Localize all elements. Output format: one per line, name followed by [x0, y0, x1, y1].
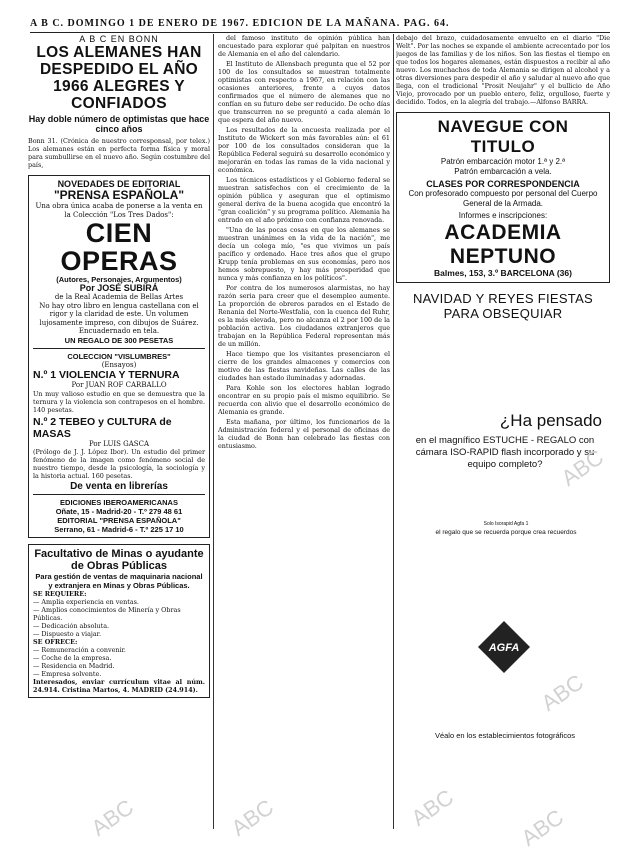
requirements-label: SE REQUIERE: — [33, 590, 87, 598]
body-paragraph: Hace tiempo que los visitantes presenciaron el cierre de los grandes almacenes y comercios con motivo de las fiestas navideñas. Las calles de las ciudades han estado iluminadas y adornadas. — [218, 350, 390, 382]
coleccion-sub: (Ensayos) — [101, 360, 137, 369]
navidad-tagline: el regalo que se recuerda porque crea recuerdos — [435, 528, 577, 536]
book2-desc: (Prólogo de J. J. López Ibor). Un estudio del primer fenómeno de la imagen como fenómeno social de nuestro tiempo, desde la psicología, la sociología y la historia actual. 160 pesetas. — [33, 448, 205, 480]
left-column — [28, 34, 210, 698]
offer-3: — Residencia en Madrid. — [33, 662, 115, 670]
novedades-price: UN REGALO DE 300 PESETAS — [64, 335, 174, 345]
requirement-3: — Dedicación absoluta. — [33, 622, 110, 630]
navegue-line-2: Patrón embarcación a vela. — [454, 167, 552, 176]
book1-desc: Un muy valioso estudio en que se demuestra que la ternura y la violencia son contrapesos en el hombre. 140 pesetas. — [33, 389, 205, 414]
article-continuation: debajo del brazo, cuidadosamente envuelto en el diario "Die Welt". Por las noches se expande el ambiente acrecentado por los juegos de las familias y de los niños. Son las fiestas el tiempo en que todos los hogares alemanes, están dispuestos a recibir al año nuevo. Los muchachos de toda Alemania se dirigen al alcohol y a otras diversiones para despedir el año y saludar al nuevo año que llega, con el tradicional "Prosit Neujahr" y el bullicio de Año Viejo, provocado por un pueblo entero, feliz, orgulloso, fuerte y decidido. Todos, en la alegría del trabajo.—Alfonso BARRA. — [396, 34, 610, 106]
facultativo-title: Facultativo de Minas o ayudante de Obras Públicas — [34, 548, 204, 572]
column-divider-1 — [213, 34, 214, 829]
watermark: ABC — [86, 794, 139, 841]
right-column — [396, 34, 610, 834]
navidad-question: ¿Ha pensado — [499, 410, 602, 430]
novedades-ad — [28, 175, 210, 538]
navegue-clases: CLASES POR CORRESPONDENCIA — [426, 179, 580, 189]
article-headline: LOS ALEMANES HAN DESPEDIDO EL AÑO 1966 ALEGRES Y CONFIADOS — [36, 44, 202, 112]
watermark: ABC — [516, 804, 569, 851]
novedades-title-1: NOVEDADES DE EDITORIAL — [57, 179, 181, 189]
article-kicker: A B C EN BONN — [79, 34, 159, 44]
requirement-4: — Dispuesto a viajar. — [33, 630, 102, 638]
novedades-academy: de la Real Academia de Bellas Artes — [54, 293, 184, 301]
watermark: ABC — [406, 784, 459, 831]
navegue-profesorado: Con profesorado compuesto por personal del Cuerpo General de la Armada. — [408, 189, 598, 208]
navidad-title: NAVIDAD Y REYES FIESTAS PARA OBSEQUIAR — [412, 290, 594, 321]
watermark: ABC — [556, 444, 609, 491]
academia-address: Balmes, 153, 3.º BARCELONA (36) — [434, 267, 572, 278]
offer-4: — Empresa solvente. — [33, 670, 102, 678]
body-paragraph: El Instituto de Allensbach pregunta que el 52 por 100 de los consultados se muestran totalmente optimistas con respecto a 1967, en relación con las ocasiones anteriores, frente a cuyos datos confirmados que el número de alemanes que no confían en su futuro debe ser reducido. De ocho días que transcurren no se preguntó a cada alemán lo que espera del año nuevo. — [218, 60, 390, 124]
distributor-1: EDICIONES IBEROAMERICANAS — [60, 498, 178, 507]
navidad-body: en el magnífico ESTUCHE - REGALO con cámara ISO-RAPID flash incorporado y su equipo completo? — [415, 434, 595, 470]
coleccion-title: COLECCION "VISLUMBRES" — [67, 351, 171, 361]
agfa-logo — [476, 619, 532, 675]
article-subhead: Hay doble número de optimistas que hace cinco años — [28, 114, 210, 134]
agfa-logo-text: AGFA — [488, 641, 520, 654]
book1-author: Por JUAN ROF CARBALLO — [71, 381, 167, 389]
book2-title: N.º 2 TEBEO y CULTURA de MASAS — [33, 415, 172, 440]
book2-author: Por LUIS GASCA — [88, 439, 150, 448]
body-paragraph: Para Kohle son los electores hablan logrado encontrar en su propio país el mismo equilibrio. Se recuerda con alivio que el desarrollo económico de Alemania es grande. — [218, 384, 390, 416]
novedades-desc: No hay otro libro en lengua castellana con el rigor y la claridad de este. Un volumen lujosamente impreso, con dibujos de Suárez. Encuadernado en tela. — [39, 301, 199, 335]
novedades-intro: Una obra única acaba de ponerse a la venta en la Colección "Los Tres Dados": — [35, 202, 203, 219]
article-lead: Bonn 31. (Crónica de nuestro corresponsal, por telex.) Los alemanes están en perfecta forma física y moral para sumbullirse en el nuevo año. Según costumbre del país, — [28, 137, 210, 169]
navegue-ad — [396, 112, 610, 283]
body-paragraph: Los resultados de la encuesta realizada por el Instituto de Wickert son más favorables aún: el 61 por 100 de los consultados consideran que la República Federal seguirá su desarrollo económico y mejorarán en todas las ramas de la vida nacional y económica. — [218, 126, 390, 174]
navidad-footer: Véalo en los establecimientos fotográficos — [434, 730, 576, 740]
body-paragraph: Esta mañana, por último, los funcionarios de la Administración federal y el personal de oficinas de la ciudad de Bonn han celebrado las fiestas con entusiasmo. — [218, 418, 390, 450]
watermark: ABC — [226, 794, 279, 841]
facultativo-desc: Para gestión de ventas de maquinaria nacional y extranjera en Minas y Obras Públicas. — [35, 572, 203, 590]
body-paragraph: Por contra de los numerosos alarmistas, no hay razón seria para creer que el desempleo aumente. La proporción de obreros parados en el Estado de Renania del Norte-Westfalia, con la cuenca del Ruhr, es la más elevada, pero no alcanza el 2 por 100 de la población activa. Los ciudadanos extranjeros que trabajan en la República Federal representan más de un millón. — [218, 284, 390, 348]
body-paragraph: del famoso instituto de opinión pública han encuestado para explorar qué palpitan en nuestros de Alemania en el año del calendario. — [218, 34, 390, 58]
facultativo-contact: Interesados, enviar currículum vitae al núm. 24.914. Cristina Martos, 4. MADRID (24.914). — [33, 678, 205, 694]
navegue-title: NAVEGUE CON TITULO — [437, 117, 569, 156]
distributor-2: EDITORIAL "PRENSA ESPAÑOLA" — [57, 516, 181, 525]
watermark: ABC — [536, 669, 589, 716]
novedades-title-2: "PRENSA ESPAÑOLA" — [53, 188, 185, 202]
distributor-2-address: Serrano, 61 - Madrid-6 - T.º 225 17 10 — [54, 525, 184, 534]
navidad-note: Solo Isorapid Agfa 1 — [483, 520, 529, 527]
novedades-book-title: CIEN OPERAS — [60, 218, 178, 276]
middle-column — [218, 34, 390, 829]
body-paragraph: "Una de las pocas cosas en que los alemanes se muestran unánimes en la vida de la nación", me decía un colega mío, "es que vivimos un país pacífico y ordenado. Hace tres años que el grupo Krupp tenía problemas en sus economías, pero nos hemos sobrepuesto, y hay más prosperidad que nunca y más confianza en los políticos". — [218, 226, 390, 282]
academia-name: ACADEMIA NEPTUNO — [444, 220, 562, 268]
novedades-book-subtitle: (Autores, Personajes, Argumentos) — [56, 275, 182, 284]
book1-title: N.º 1 VIOLENCIA Y TERNURA — [33, 369, 180, 381]
navidad-ad — [396, 291, 610, 761]
navegue-line-1: Patrón embarcación motor 1.ª y 2.ª — [440, 157, 566, 166]
requirement-2: — Amplios conocimientos de Minería y Obras Públicas. — [33, 606, 181, 622]
offer-2: — Coche de la empresa. — [33, 654, 112, 662]
column-divider-2 — [393, 34, 394, 829]
requirement-1: — Amplia experiencia en ventas. — [33, 598, 139, 606]
offers-label: SE OFRECE: — [33, 638, 78, 646]
navegue-info: Informes e inscripciones: — [458, 211, 548, 220]
offer-1: — Remuneración a convenir. — [33, 646, 126, 654]
sale-note: De venta en librerías — [70, 481, 168, 492]
novedades-author: Por JOSÉ SUBIRÁ — [79, 283, 159, 293]
facultativo-ad — [28, 544, 210, 698]
page-header: A B C. DOMINGO 1 DE ENERO DE 1967. EDICION DE LA MAÑANA. PAG. 64. — [30, 18, 610, 33]
distributor-1-address: Oñate, 15 - Madrid-20 - T.º 279 48 61 — [55, 507, 183, 516]
body-paragraph: Los técnicos estadísticos y el Gobierno federal se muestran satisfechos con el crecimiento de la opinión pública y aseguran que el optimismo general deriva de la buena acogida que encontró la "gran coalición" y su programa político. Alemania ha entrado en el año próximo con confianza renovada. — [218, 176, 390, 224]
